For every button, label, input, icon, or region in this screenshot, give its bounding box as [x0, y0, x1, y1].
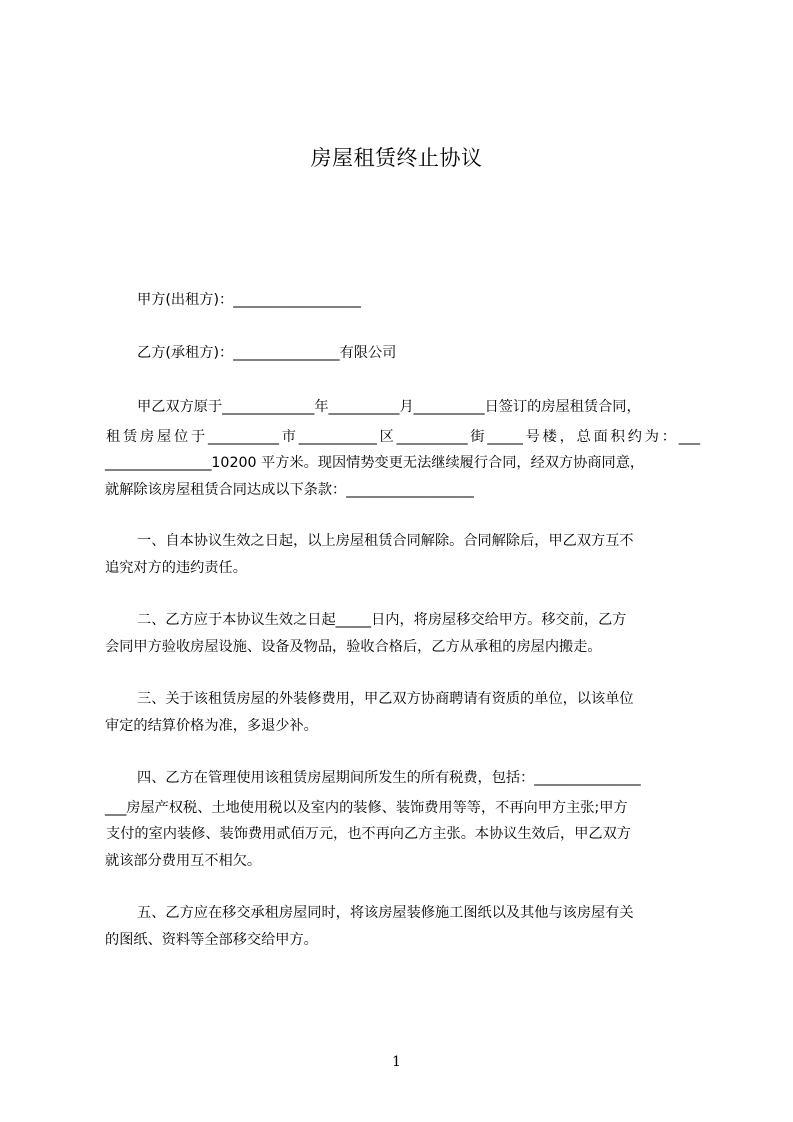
- clause-5-line: 的图纸、资料等全部移交给甲方。: [105, 932, 318, 948]
- clause-4-line: 四、乙方在管理使用该租赁房屋期间所发生的所有税费，包括：_______________: [137, 770, 641, 786]
- clause-3-line: 三、关于该租赁房屋的外装修费用，甲乙双方协商聘请有资质的单位，以该单位: [137, 691, 634, 707]
- intro-line: _______________10200 平方米。现因情势变更无法继续履行合同，经双方协商同意，: [105, 455, 645, 471]
- page-number: 1: [392, 1054, 401, 1070]
- document-title: 房屋租赁终止协议: [310, 146, 483, 170]
- intro-line: 租赁房屋位于__________市___________区__________街_____号楼，总面积约为：___: [106, 429, 700, 445]
- clause-4-line: 就该部分费用互不相欠。: [105, 853, 262, 869]
- intro-line: 就解除该房屋租赁合同达成以下条款：__________________: [105, 482, 474, 498]
- clause-2-line: 会同甲方验收房屋设施、设备及物品，验收合格后，乙方从承租的房屋内搬走。: [105, 639, 602, 655]
- clause-3-line: 审定的结算价格为准，多退少补。: [105, 718, 318, 734]
- clause-4-line: ___房屋产权税、土地使用税以及室内的装修、装饰费用等等，不再向甲方主张;甲方: [105, 800, 628, 816]
- clause-2-line: 二、乙方应于本协议生效之日起_____日内，将房屋移交给甲方。移交前，乙方: [137, 612, 627, 628]
- intro-line: 甲乙双方原于_____________年__________月__________日签订的房屋租赁合同，: [137, 399, 641, 415]
- clause-1-line: 一、自本协议生效之日起，以上房屋租赁合同解除。合同解除后，甲乙双方互不: [137, 533, 634, 549]
- clause-1-line: 追究对方的违约责任。: [105, 560, 247, 576]
- party-b-line: 乙方(承租方)：_______________有限公司: [137, 345, 397, 361]
- party-a-line: 甲方(出租方)：__________________: [137, 292, 361, 308]
- clause-4-line: 支付的室内装修、装饰费用贰佰万元，也不再向乙方主张。本协议生效后，甲乙双方: [106, 826, 631, 842]
- clause-5-line: 五、乙方应在移交承租房屋同时，将该房屋装修施工图纸以及其他与该房屋有关: [137, 905, 634, 921]
